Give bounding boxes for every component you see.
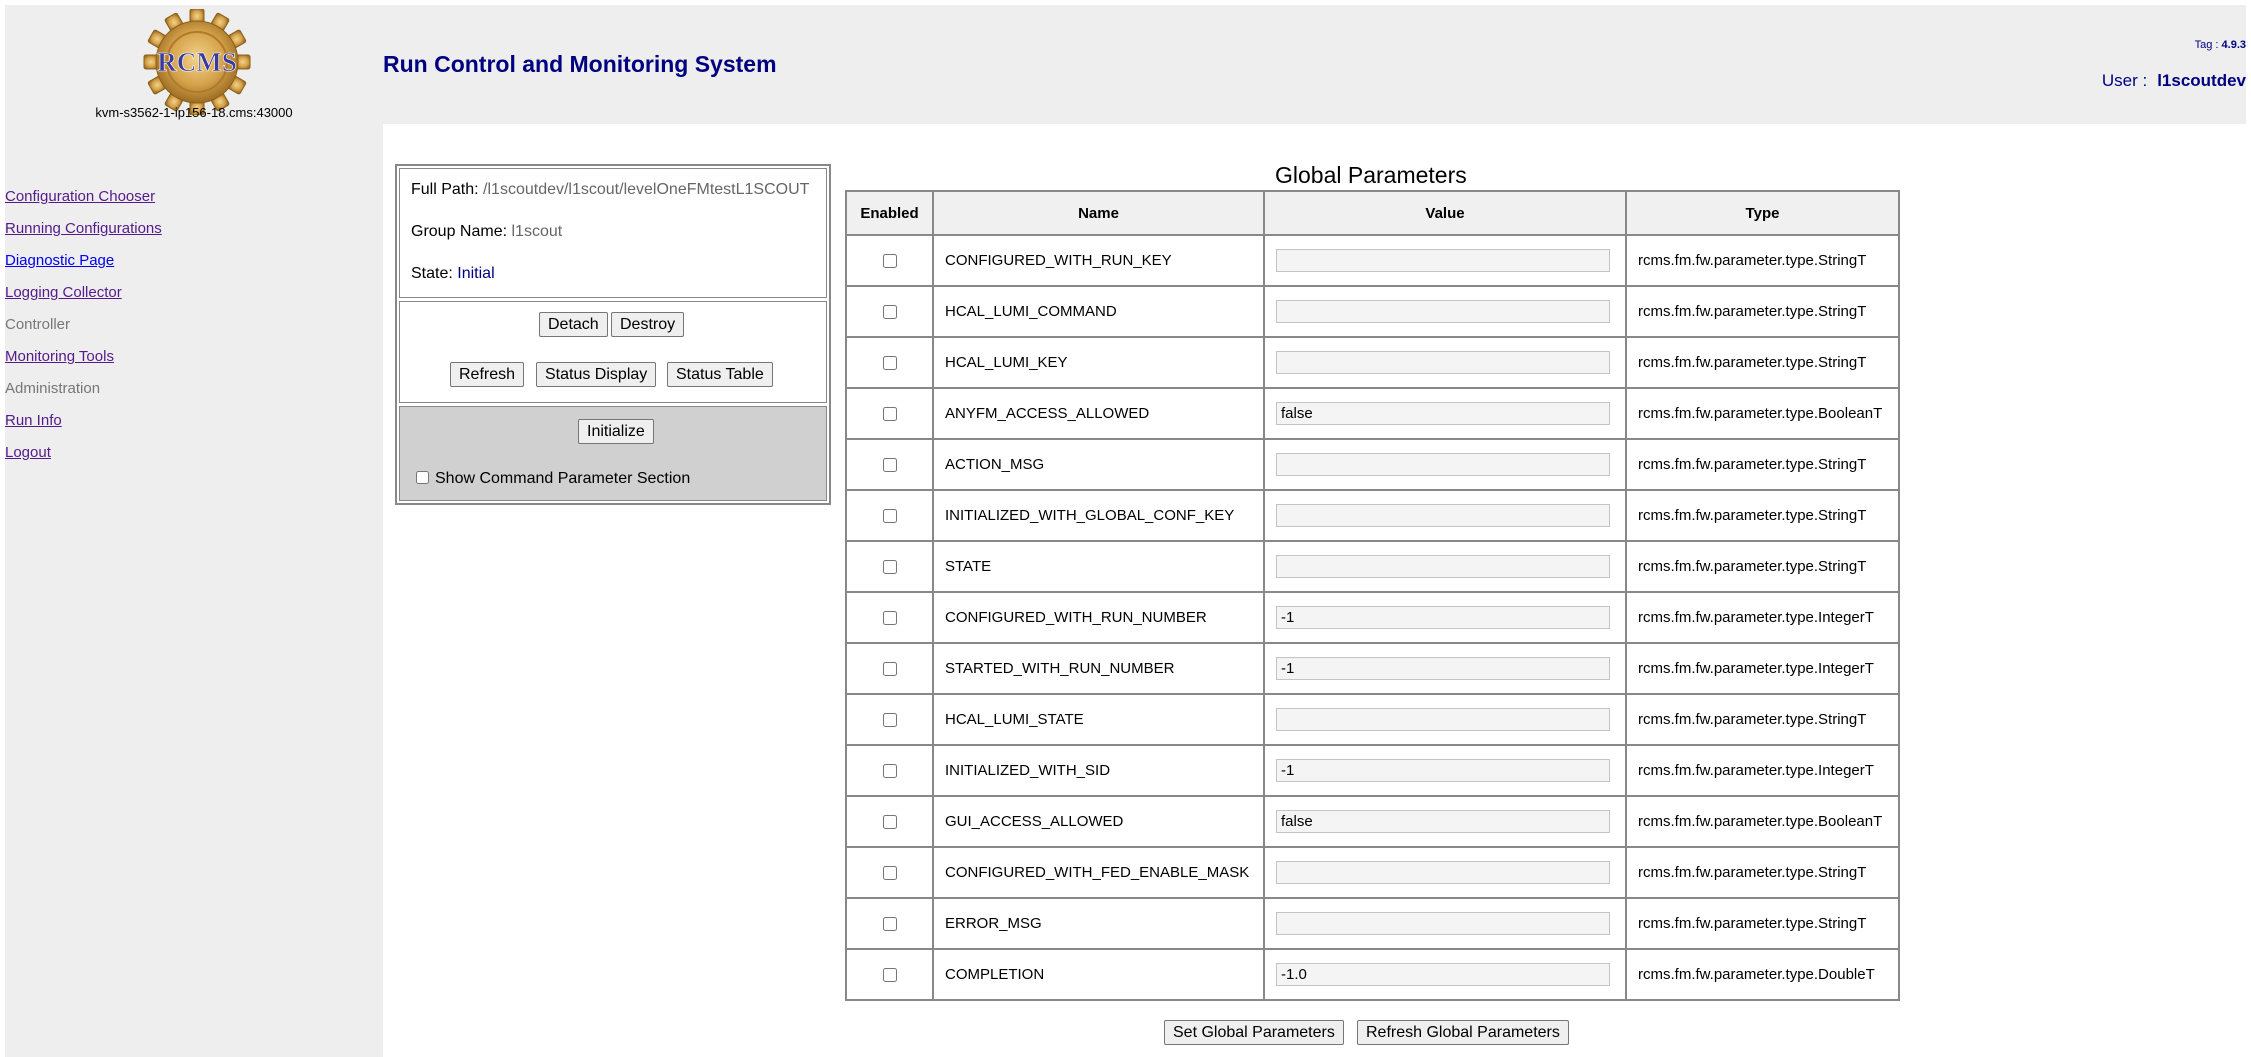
param-enabled-checkbox[interactable] — [883, 560, 897, 574]
param-type: rcms.fm.fw.parameter.type.StringT — [1626, 694, 1899, 745]
state-label: State: — [411, 265, 453, 282]
param-value-cell — [1264, 490, 1626, 541]
param-type: rcms.fm.fw.parameter.type.IntegerT — [1626, 745, 1899, 796]
status-table-button[interactable]: Status Table — [667, 362, 773, 387]
enabled-cell — [846, 898, 933, 949]
sidebar-item-administration: Administration — [5, 380, 101, 397]
param-name: HCAL_LUMI_STATE — [933, 694, 1264, 745]
param-enabled-checkbox[interactable] — [883, 815, 897, 829]
param-name: GUI_ACCESS_ALLOWED — [933, 796, 1264, 847]
param-type: rcms.fm.fw.parameter.type.StringT — [1626, 337, 1899, 388]
param-value-cell — [1264, 286, 1626, 337]
param-value-cell — [1264, 745, 1626, 796]
param-name: ERROR_MSG — [933, 898, 1264, 949]
param-name: ACTION_MSG — [933, 439, 1264, 490]
param-name: STARTED_WITH_RUN_NUMBER — [933, 643, 1264, 694]
enabled-cell — [846, 949, 933, 1000]
table-row — [846, 745, 1899, 796]
param-value-input[interactable] — [1276, 861, 1610, 884]
show-command-params-label: Show Command Parameter Section — [435, 470, 691, 487]
show-command-params-checkbox[interactable] — [416, 471, 429, 484]
full-path-label: Full Path: — [411, 181, 479, 198]
sidebar-item-diagnostic-page[interactable]: Diagnostic Page — [5, 252, 115, 269]
param-value-input[interactable] — [1276, 504, 1610, 527]
table-header-row — [846, 191, 1899, 235]
enabled-cell — [846, 796, 933, 847]
destroy-button[interactable]: Destroy — [611, 312, 684, 337]
enabled-cell — [846, 592, 933, 643]
tag-value: 4.9.3 — [2221, 39, 2246, 51]
param-enabled-checkbox[interactable] — [883, 662, 897, 676]
table-row — [846, 337, 1899, 388]
table-row — [846, 592, 1899, 643]
param-type: rcms.fm.fw.parameter.type.StringT — [1626, 898, 1899, 949]
param-value-input[interactable] — [1276, 963, 1610, 986]
param-value-input[interactable] — [1276, 300, 1610, 323]
column-header-enabled: Enabled — [846, 191, 933, 235]
param-enabled-checkbox[interactable] — [883, 917, 897, 931]
param-value-cell — [1264, 541, 1626, 592]
param-name: ANYFM_ACCESS_ALLOWED — [933, 388, 1264, 439]
table-row — [846, 949, 1899, 1000]
status-panel — [395, 164, 831, 505]
param-name: HCAL_LUMI_COMMAND — [933, 286, 1264, 337]
show-command-params-toggle[interactable] — [416, 470, 690, 488]
param-value-cell — [1264, 643, 1626, 694]
enabled-cell — [846, 541, 933, 592]
param-enabled-checkbox[interactable] — [883, 764, 897, 778]
version-tag — [2195, 39, 2246, 51]
column-header-name: Name — [933, 191, 1264, 235]
table-row — [846, 541, 1899, 592]
global-params-table — [845, 190, 1900, 1001]
status-display-button[interactable]: Status Display — [536, 362, 656, 387]
sidebar-item-monitoring-tools[interactable]: Monitoring Tools — [5, 348, 114, 365]
param-value-input[interactable] — [1276, 351, 1610, 374]
user-info — [2102, 71, 2246, 91]
sidebar-item-configuration-chooser[interactable]: Configuration Chooser — [5, 188, 156, 205]
param-enabled-checkbox[interactable] — [883, 866, 897, 880]
param-value-cell — [1264, 898, 1626, 949]
sidebar — [5, 124, 383, 1057]
table-row — [846, 796, 1899, 847]
enabled-cell — [846, 490, 933, 541]
hostname: kvm-s3562-1-ip156-18.cms:43000 — [95, 105, 293, 120]
param-name: CONFIGURED_WITH_RUN_KEY — [933, 235, 1264, 286]
param-enabled-checkbox[interactable] — [883, 509, 897, 523]
initialize-button[interactable]: Initialize — [578, 419, 654, 444]
param-enabled-checkbox[interactable] — [883, 254, 897, 268]
fm-info-section — [399, 168, 827, 298]
param-name: INITIALIZED_WITH_GLOBAL_CONF_KEY — [933, 490, 1264, 541]
refresh-button[interactable]: Refresh — [450, 362, 524, 387]
param-value-cell — [1264, 388, 1626, 439]
detach-button[interactable]: Detach — [539, 312, 608, 337]
enabled-cell — [846, 337, 933, 388]
set-global-params-button[interactable]: Set Global Parameters — [1164, 1020, 1344, 1045]
sidebar-item-run-info[interactable]: Run Info — [5, 412, 62, 429]
param-value-input[interactable] — [1276, 912, 1610, 935]
group-name-value: l1scout — [511, 223, 563, 240]
param-type: rcms.fm.fw.parameter.type.StringT — [1626, 286, 1899, 337]
param-name: HCAL_LUMI_KEY — [933, 337, 1264, 388]
param-value-input[interactable] — [1276, 249, 1610, 272]
fm-actions-section — [399, 301, 827, 403]
enabled-cell — [846, 694, 933, 745]
param-name: INITIALIZED_WITH_SID — [933, 745, 1264, 796]
param-value-input[interactable] — [1276, 708, 1610, 731]
param-value-input[interactable] — [1276, 810, 1610, 833]
state-value: Initial — [457, 265, 495, 282]
refresh-global-params-button[interactable]: Refresh Global Parameters — [1357, 1020, 1569, 1045]
param-type: rcms.fm.fw.parameter.type.IntegerT — [1626, 592, 1899, 643]
full-path-line — [411, 181, 809, 199]
enabled-cell — [846, 235, 933, 286]
table-row — [846, 439, 1899, 490]
group-name-label: Group Name: — [411, 223, 508, 240]
state-line — [411, 265, 495, 283]
param-type: rcms.fm.fw.parameter.type.DoubleT — [1626, 949, 1899, 1000]
param-enabled-checkbox[interactable] — [883, 305, 897, 319]
table-row — [846, 643, 1899, 694]
param-value-cell — [1264, 694, 1626, 745]
sidebar-item-logout[interactable]: Logout — [5, 444, 51, 461]
param-value-input[interactable] — [1276, 657, 1610, 680]
table-row — [846, 898, 1899, 949]
param-value-cell — [1264, 235, 1626, 286]
rcms-logo — [143, 9, 251, 115]
user-label: User : — [2101, 71, 2148, 90]
param-enabled-checkbox[interactable] — [883, 458, 897, 472]
enabled-cell — [846, 388, 933, 439]
param-name: STATE — [933, 541, 1264, 592]
param-type: rcms.fm.fw.parameter.type.BooleanT — [1626, 796, 1899, 847]
param-enabled-checkbox[interactable] — [883, 407, 897, 421]
table-row — [846, 388, 1899, 439]
param-type: rcms.fm.fw.parameter.type.StringT — [1626, 439, 1899, 490]
param-name: CONFIGURED_WITH_RUN_NUMBER — [933, 592, 1264, 643]
param-value-input[interactable] — [1276, 555, 1610, 578]
param-value-cell — [1264, 337, 1626, 388]
table-row — [846, 286, 1899, 337]
param-value-cell — [1264, 796, 1626, 847]
page-header — [5, 5, 2246, 124]
param-type: rcms.fm.fw.parameter.type.StringT — [1626, 847, 1899, 898]
param-value-cell — [1264, 439, 1626, 490]
page-title: Run Control and Monitoring System — [383, 51, 777, 77]
param-value-input[interactable] — [1276, 606, 1610, 629]
group-name-line — [411, 223, 562, 241]
enabled-cell — [846, 439, 933, 490]
param-value-input[interactable] — [1276, 453, 1610, 476]
param-type: rcms.fm.fw.parameter.type.BooleanT — [1626, 388, 1899, 439]
param-value-cell — [1264, 949, 1626, 1000]
param-value-cell — [1264, 847, 1626, 898]
table-row — [846, 694, 1899, 745]
logo-text: RCMS — [157, 47, 237, 77]
user-name: l1scoutdev — [2157, 71, 2246, 90]
param-value-input[interactable] — [1276, 759, 1610, 782]
column-header-type: Type — [1626, 191, 1899, 235]
param-type: rcms.fm.fw.parameter.type.StringT — [1626, 490, 1899, 541]
enabled-cell — [846, 286, 933, 337]
table-row — [846, 490, 1899, 541]
global-params-title: Global Parameters — [1275, 162, 1467, 188]
sidebar-item-controller: Controller — [5, 316, 71, 333]
enabled-cell — [846, 847, 933, 898]
param-name: COMPLETION — [933, 949, 1264, 1000]
param-type: rcms.fm.fw.parameter.type.StringT — [1626, 235, 1899, 286]
param-name: CONFIGURED_WITH_FED_ENABLE_MASK — [933, 847, 1264, 898]
param-enabled-checkbox[interactable] — [883, 713, 897, 727]
enabled-cell — [846, 643, 933, 694]
param-enabled-checkbox[interactable] — [883, 968, 897, 982]
command-section — [399, 406, 827, 501]
param-value-cell — [1264, 592, 1626, 643]
param-value-input[interactable] — [1276, 402, 1610, 425]
column-header-value: Value — [1264, 191, 1626, 235]
sidebar-item-logging-collector[interactable]: Logging Collector — [5, 284, 122, 301]
tag-label: Tag : — [2194, 39, 2219, 51]
full-path-value: /l1scoutdev/l1scout/levelOneFMtestL1SCOUT — [483, 181, 810, 198]
enabled-cell — [846, 745, 933, 796]
param-type: rcms.fm.fw.parameter.type.IntegerT — [1626, 643, 1899, 694]
sidebar-item-running-configurations[interactable]: Running Configurations — [5, 220, 162, 237]
param-type: rcms.fm.fw.parameter.type.StringT — [1626, 541, 1899, 592]
param-enabled-checkbox[interactable] — [883, 356, 897, 370]
param-enabled-checkbox[interactable] — [883, 611, 897, 625]
table-row — [846, 235, 1899, 286]
table-row — [846, 847, 1899, 898]
